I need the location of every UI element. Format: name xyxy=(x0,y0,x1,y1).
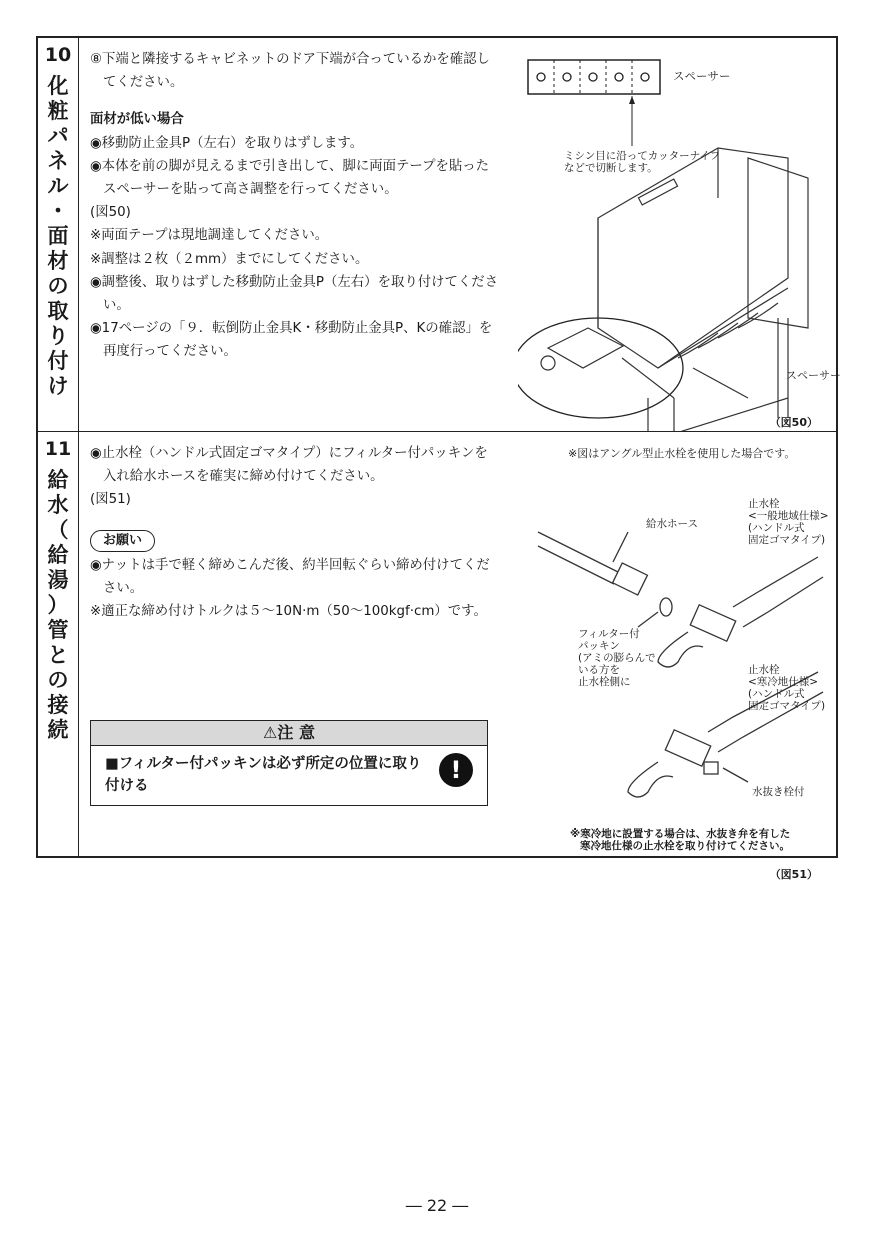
hose-label: 給水ホース xyxy=(646,518,698,530)
cut-note-line1: ミシン目に沿ってカッターナイフ xyxy=(564,150,721,162)
caution-text: ■フィルター付パッキンは必ず所定の位置に取り付ける xyxy=(105,756,422,794)
instruction-item: ◉移動防止金具P（左右）を取りはずします。 xyxy=(90,135,364,151)
section-11 xyxy=(38,432,836,881)
figure-note-top: ※図はアングル型止水栓を使用した場合です。 xyxy=(568,447,796,460)
valve2-label-1: 止水栓 xyxy=(748,664,780,676)
figure-50-caption: （図50） xyxy=(769,416,818,429)
spacer-label: スペーサー xyxy=(673,69,731,83)
valve1-label-4: 固定ゴマタイプ) xyxy=(748,534,826,546)
drain-label: 水抜き栓付 xyxy=(752,786,805,798)
note-item: ◉ナットは手で軽く締めこんだ後、約半回転ぐらい締め付けてください。 xyxy=(90,557,490,596)
cold-note-1: ※寒冷地に設置する場合は、水抜き弁を有した xyxy=(570,828,791,840)
spacer-label-2: スペーサー xyxy=(786,369,841,382)
filter-label-4: いる方を xyxy=(578,664,620,676)
cold-note-2: 寒冷地仕様の止水栓を取り付けてください。 xyxy=(580,840,790,852)
instruction-item: ◉調整後、取りはずした移動防止金具P（左右）を取り付けてください。 xyxy=(90,274,499,314)
instruction-item: ◉本体を前の脚が見えるまで引き出して、脚に両面テープを貼ったスペーサーを貼って高さ調整を行ってください。 xyxy=(90,158,490,198)
section-10-side xyxy=(38,38,79,431)
caution-title: ⚠注 意 xyxy=(91,721,487,746)
valve2-label-3: (ハンドル式 xyxy=(748,688,805,700)
section-10-text xyxy=(90,48,500,364)
instruction-item: ◉17ページの「９．転倒防止金具K・移動防止金具P、Kの確認」を再度行ってください。 xyxy=(90,321,493,360)
section-10-number: 10 xyxy=(44,44,72,66)
request-badge: お願い xyxy=(90,530,155,552)
section-11-text xyxy=(90,442,500,623)
caution-box xyxy=(90,720,488,806)
page-frame xyxy=(36,36,841,881)
valve2-label-2: <寒冷地仕様> xyxy=(748,676,819,688)
valve1-label-1: 止水栓 xyxy=(748,498,780,510)
figure-ref: (図51) xyxy=(90,492,131,508)
page-number: ― 22 ― xyxy=(405,1196,469,1215)
filter-label-5: 止水栓側に xyxy=(578,676,631,688)
section-10-subhead: 面材が低い場合 xyxy=(90,112,184,128)
valve1-label-3: (ハンドル式 xyxy=(748,522,805,534)
figure-50 xyxy=(518,38,841,431)
filter-label-3: (アミの膨らんで xyxy=(578,652,656,664)
exclamation-icon: ! xyxy=(439,753,473,787)
section-11-intro: ◉止水栓（ハンドル式固定ゴマタイプ）にフィルター付パッキンを入れ給水ホースを確実に締め付けてください。 xyxy=(90,446,488,485)
figure-ref: (図50) xyxy=(90,205,131,221)
valve1-label-2: <一般地域仕様> xyxy=(748,510,829,522)
figure-51 xyxy=(518,432,836,856)
cut-note-line2: などで切断します。 xyxy=(564,162,658,174)
note-item: ※適正な締め付けトルクは５～10N·m（50～100kgf·cm）です。 xyxy=(90,604,487,620)
instruction-item: ※調整は２枚（２mm）までにしてください。 xyxy=(90,251,369,267)
filter-label-2: パッキン xyxy=(578,640,620,652)
section-11-title: 給 水 （ 給 湯 ） 管 と の 接 続 xyxy=(47,468,69,742)
instruction-item: ※両面テープは現地調達してください。 xyxy=(90,228,329,244)
section-11-number: 11 xyxy=(44,438,72,460)
valve2-label-4: 固定ゴマタイプ) xyxy=(748,700,826,712)
section-10-title: 化 粧 パ ネ ル ・ 面 材 の 取 り 付 け xyxy=(47,74,69,398)
section-10 xyxy=(38,38,841,432)
section-10-intro: ⑧下端と隣接するキャビネットのドア下端が合っているかを確認してください。 xyxy=(90,52,490,91)
filter-label-1: フィルター付 xyxy=(578,628,640,640)
section-11-side xyxy=(38,432,79,856)
figure-51-caption: （図51） xyxy=(769,868,818,881)
